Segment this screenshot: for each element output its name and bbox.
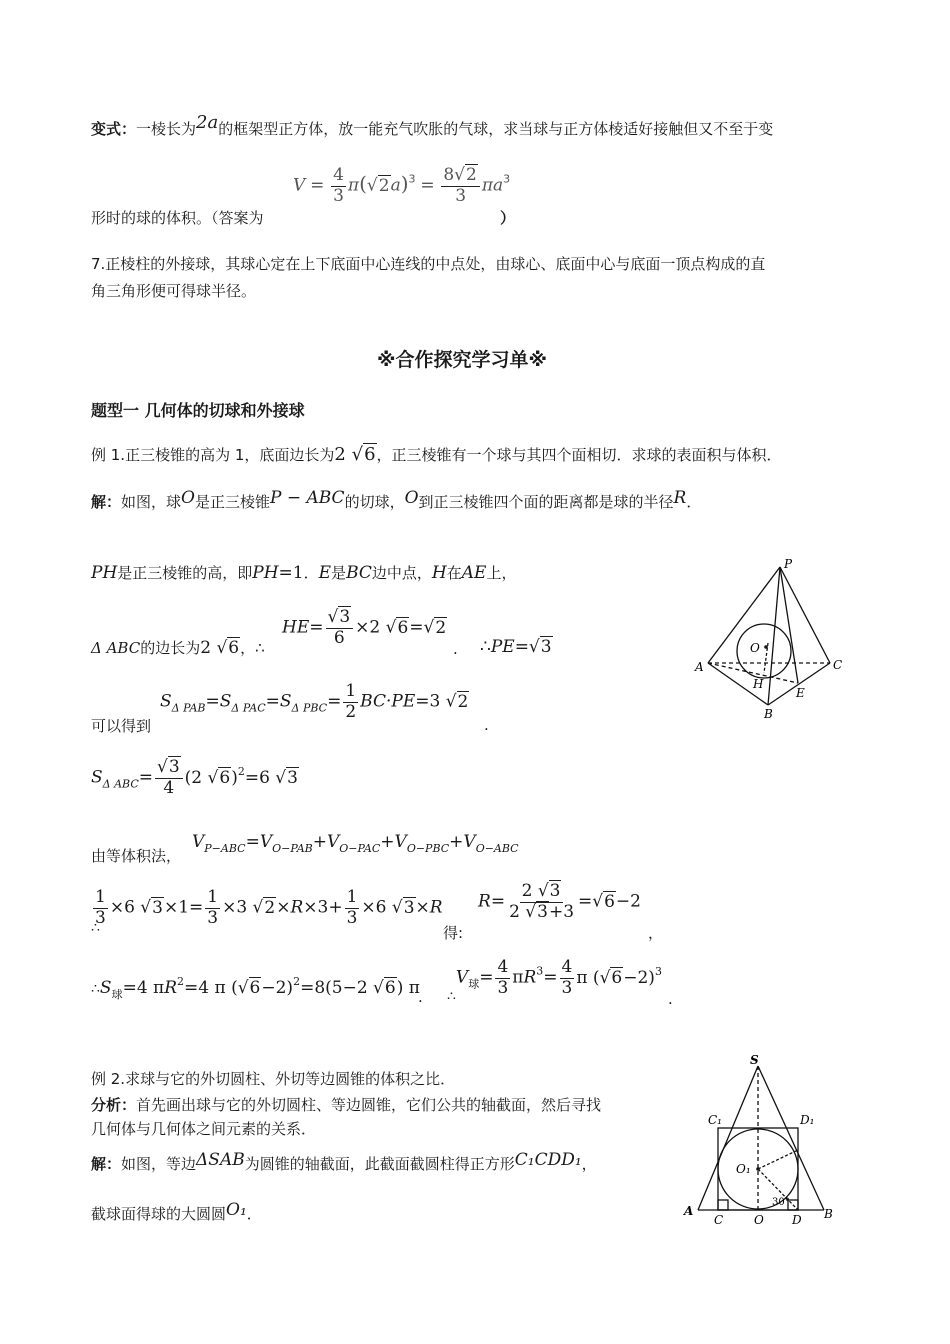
fig2-label-d: D — [792, 1213, 802, 1227]
ex1-surface-formula: $\therefore S_球=4$ $\pi R^2=4$ π $(√6-2)^2=8(5-2$ √6) π — [91, 975, 420, 1001]
ex2-problem: 例 2.求球与它的外切圆柱、外切等边圆锥的体积之比． — [91, 1070, 456, 1088]
fig1-label-a: A — [695, 660, 704, 674]
fig1-label-h: H — [753, 677, 764, 691]
ex1-pe-formula: ∴PE=√3 — [480, 637, 552, 657]
fig1-label-o: O — [750, 641, 760, 655]
ex1-get: 得: — [443, 924, 464, 942]
ex1-r-equation: $\frac{1}{3}$ ×6 √3×1= $\frac{1}{3}$ ×3 √2×R×3+ $\frac{1}{3}$ ×6 √3×R — [95, 887, 443, 928]
ex1-r-result: R= $\frac{2 √3}{2 √3+3}$ =√6−2 — [478, 881, 641, 922]
ex1-tri-line: Δ ABC的边长为2 √6，∴ — [91, 638, 265, 658]
type1-title: 题型一 几何体的切球和外接球 — [91, 401, 305, 420]
ex1-period-c: . — [418, 988, 423, 1006]
fig2-label-s: S — [750, 1053, 759, 1067]
fig2-label-angle: 30° — [772, 1197, 790, 1208]
item7-line-1: 7.正棱柱的外接球，其球心定在上下底面中心连线的中点处，由球心、底面中心与底面一顶点构成的直 — [91, 255, 766, 273]
variant-answer-formula: V = $\frac{4}{3}$ $\pi(√2a)^3$ = $\frac{8√2}{3}$ $\pi a^3$ — [293, 165, 511, 206]
ex1-solution-line: 解：如图，球O是正三棱锥P − ABC的切球，O到正三棱锥四个面的距离都是球的半径R． — [91, 488, 702, 511]
ex1-therefore-1: ∴ — [91, 920, 100, 936]
fig2-label-c1: C₁ — [708, 1113, 722, 1127]
fig1-label-e: E — [796, 686, 805, 700]
ex1-ph-line: PH是正三棱锥的高，即PH=1．E是BC边中点，H在AE上， — [91, 563, 517, 583]
ex2-line-2: 截球面得球的大圆圆O₁． — [91, 1200, 262, 1223]
section-title: ※合作探究学习单※ — [377, 349, 547, 371]
fig2-label-o: O — [754, 1213, 764, 1227]
item7-line-2: 角三角形便可得球半径。 — [91, 282, 257, 300]
ex1-equal-volume: 由等体积法， — [91, 847, 182, 865]
ex1-comma: ， — [648, 924, 664, 942]
ex1-period-d: . — [668, 990, 673, 1008]
fig2-label-d1: D₁ — [800, 1113, 815, 1127]
ex1-period-b: . — [484, 716, 489, 734]
variant-line-2: 形时的球的体积。（答案为 — [91, 209, 264, 227]
ex1-can-get: 可以得到 — [91, 717, 152, 735]
fig2-label-b: B — [824, 1207, 833, 1221]
fig1-label-p: P — [784, 557, 793, 571]
fig2-label-o1: O₁ — [736, 1162, 751, 1176]
ex1-period-a: . — [453, 640, 458, 658]
ex1-he-formula: HE= $\frac{√3}{6}$ ×2 √6=√2 — [282, 607, 447, 648]
fig2-label-c: C — [714, 1213, 724, 1227]
ex1-area-formula: $S_{\Delta PAB}=S_{\Delta PAC}=S_{\Delta PBC}=$ $\frac{1}{2}$ BC·PE=3 √2 — [160, 681, 469, 722]
ex1-problem: 例 1.正三棱锥的高为 1，底面边长为2 √6，正三棱锥有一个球与其四个面相切．求球的表面积与体积． — [91, 444, 782, 465]
fig1-label-b: B — [764, 707, 773, 721]
pyramid-figure — [690, 555, 850, 729]
variant-label: 变式： — [91, 120, 137, 138]
ex2-analysis-line-1: 分析：首先画出球与它的外切圆柱、等边圆锥，它们公共的轴截面，然后寻找 — [91, 1096, 602, 1114]
variant-paren-close: ） — [500, 209, 516, 227]
cone-figure — [680, 1052, 840, 1236]
ex1-volume-formula: $V_{P-ABC}=V_{O-PAB}+V_{O-PAC}+V_{O-PBC}+V_{O-ABC}$ — [192, 832, 519, 855]
ex2-solution-line: 解：如图，等边ΔSAB为圆锥的轴截面，此截面截圆柱得正方形C₁CDD₁， — [91, 1150, 597, 1173]
ex1-base-area-formula: $S_{\Delta ABC}=$ $\frac{√3}{4}$ (2 √6)$^2$=6 √3 — [91, 757, 298, 798]
ex2-analysis-line-2: 几何体与几何体之间元素的关系． — [91, 1120, 317, 1138]
variant-line-1: 变式：一棱长为2a的框架型正方体，放一能充气吹胀的气球，求当球与正方体棱适好接触但又不至于变 — [91, 112, 774, 138]
fig1-label-c: C — [833, 658, 843, 672]
fig2-label-a: A — [684, 1204, 694, 1218]
edge-length: 2a — [196, 112, 219, 133]
ex1-sphere-volume-formula: $\therefore V_球=$ $\frac{4}{3}$ $\pi R^3=$ $\frac{4}{3}$ π $(√6-2)^3$ — [447, 957, 662, 1005]
